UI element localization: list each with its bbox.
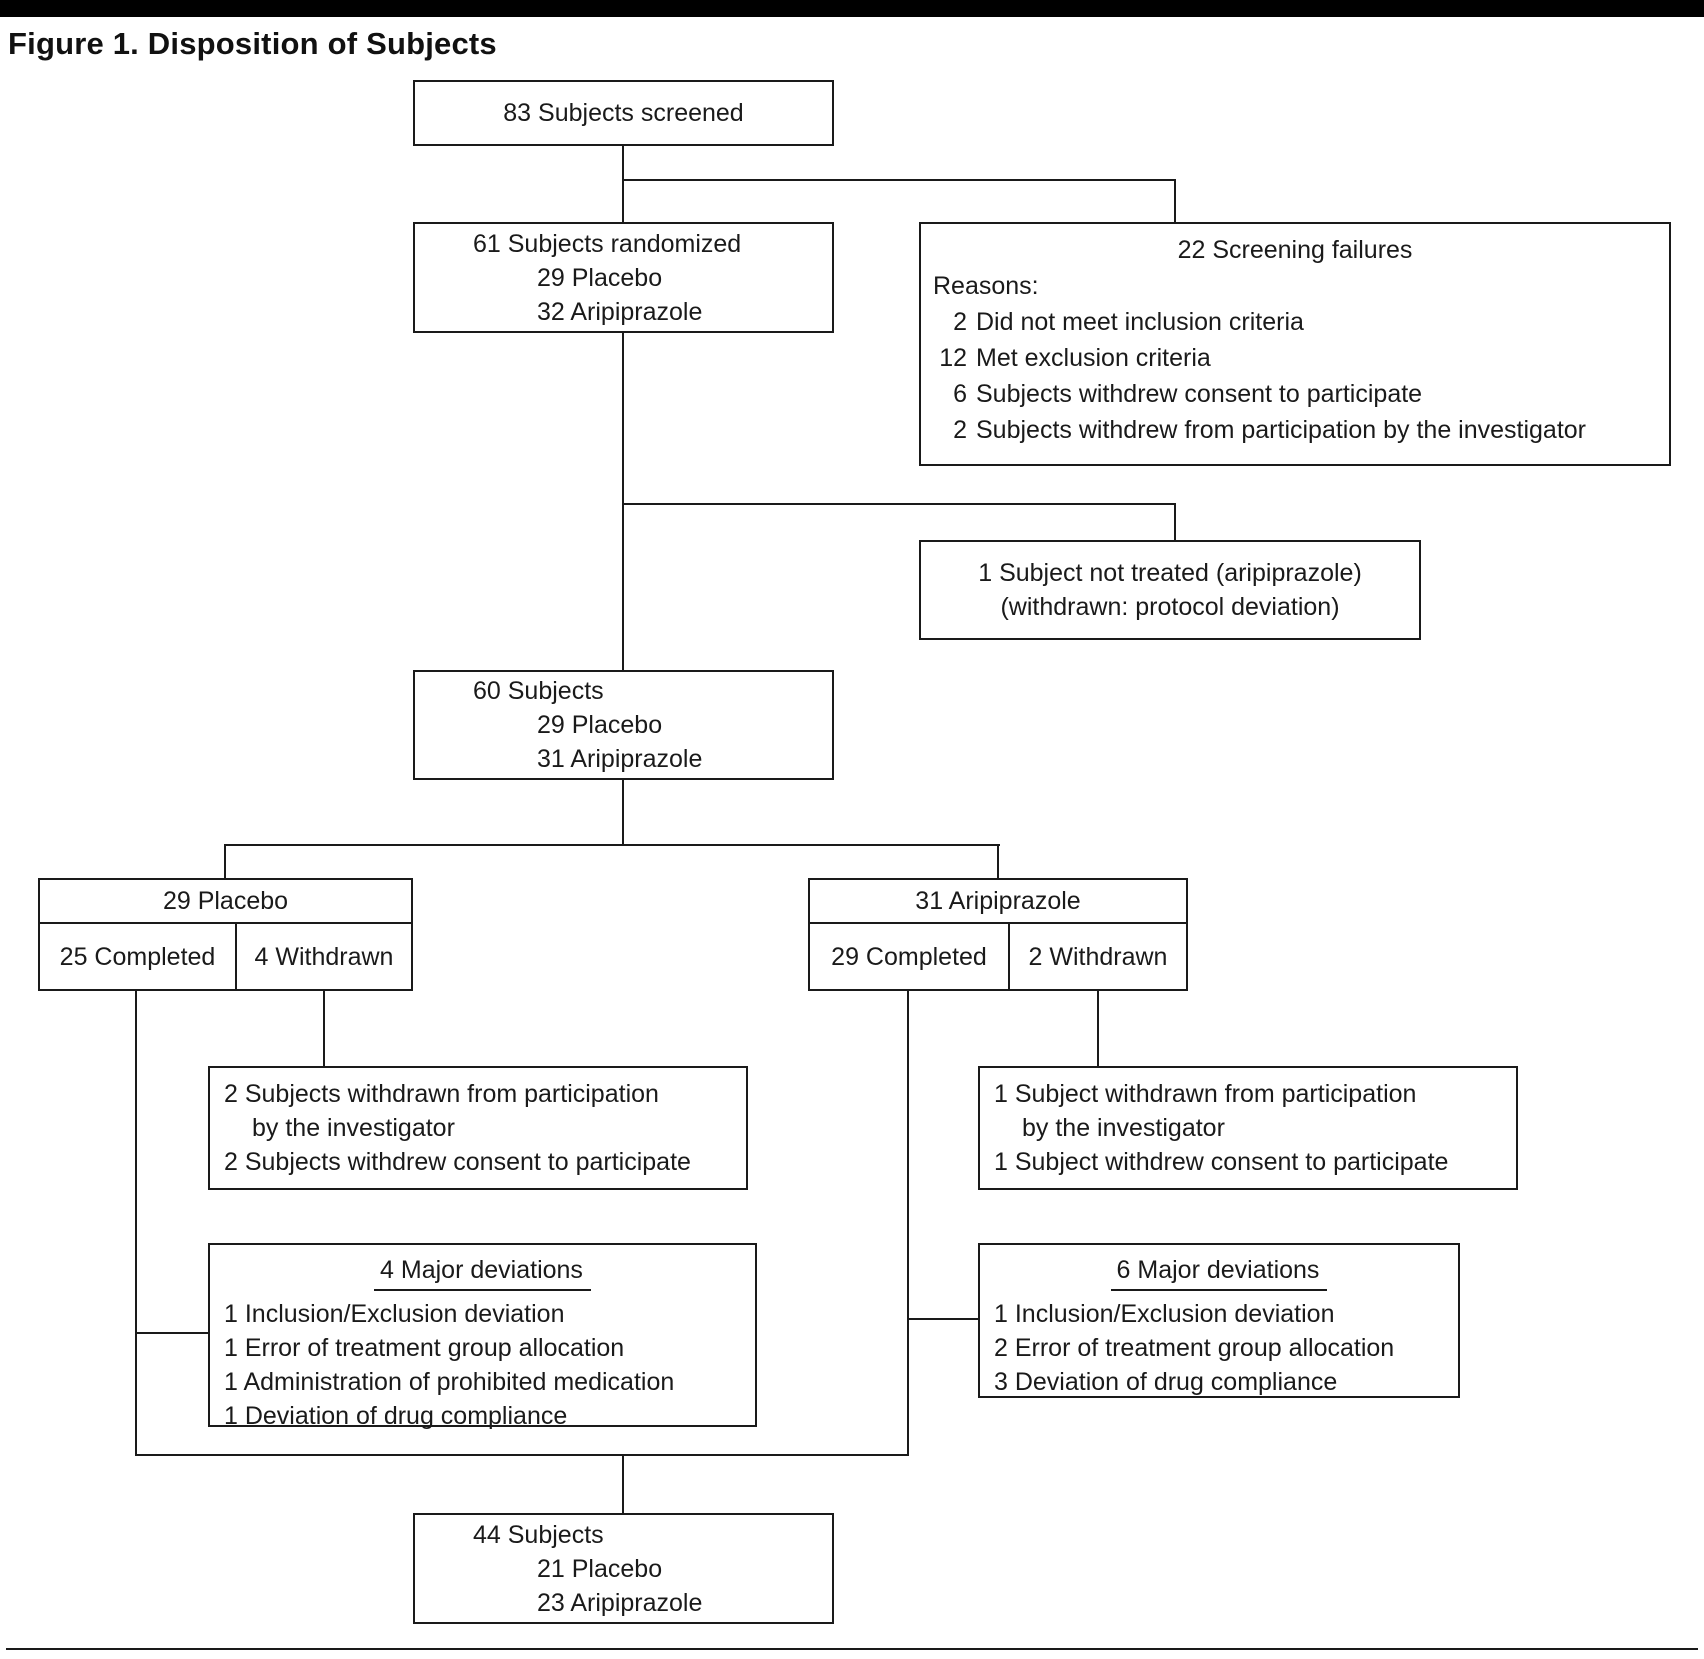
withdrawal-reason-line: 2 Subjects withdrew consent to participate	[224, 1148, 691, 1176]
figure-title: Figure 1. Disposition of Subjects	[8, 26, 497, 61]
screening-failure-reason	[921, 412, 1669, 448]
reason-count: 6	[953, 380, 967, 408]
connector-aripiprazole-withdrawn-drop	[1097, 990, 1099, 1067]
connector-not-treated-branch-h	[622, 503, 1176, 505]
placebo-completed-text: 25 Completed	[59, 942, 216, 971]
box-subjects-treated	[413, 670, 834, 780]
withdrawal-reason-line: by the investigator	[252, 1114, 455, 1142]
connector-randomized-down	[622, 332, 624, 671]
box-screening-failures	[919, 222, 1671, 466]
aripiprazole-arm-header-text: 31 Aripiprazole	[915, 887, 1081, 915]
subjects-screened-text: 83 Subjects screened	[503, 99, 744, 127]
top-rule	[0, 0, 1704, 17]
placebo-arm-row	[40, 924, 411, 989]
connector-placebo-completed-down	[135, 990, 137, 1456]
reason-text: Did not meet inclusion criteria	[976, 308, 1304, 336]
placebo-arm-header-text: 29 Placebo	[162, 887, 289, 915]
deviation-item: 1 Inclusion/Exclusion deviation	[224, 1300, 565, 1328]
box-subjects-randomized	[413, 222, 834, 333]
deviation-item: 1 Deviation of drug compliance	[224, 1402, 568, 1430]
placebo-major-deviations-title	[224, 1253, 755, 1291]
connector-screened-branch-h	[622, 179, 1176, 181]
connector-aripiprazole-deviations-tick	[907, 1318, 978, 1320]
reason-count: 2	[953, 416, 967, 444]
reason-count: 2	[953, 308, 967, 336]
box-aripiprazole-major-deviations	[978, 1243, 1460, 1398]
placebo-withdrawn-cell	[237, 924, 411, 989]
completers-placebo-text: 21 Placebo	[537, 1554, 663, 1583]
connector-aripiprazole-completed-down	[907, 990, 909, 1456]
aripiprazole-major-deviations-title-text: 6 Major deviations	[1111, 1253, 1328, 1291]
aripiprazole-completed-cell	[810, 924, 1010, 989]
connector-merge-h	[135, 1454, 909, 1456]
screening-failure-reason	[921, 304, 1669, 340]
placebo-completed-cell	[40, 924, 237, 989]
withdrawal-reason-line: 2 Subjects withdrawn from participation	[224, 1080, 659, 1108]
box-subject-not-treated	[919, 540, 1421, 640]
connector-placebo-deviations-tick	[135, 1332, 208, 1334]
placebo-major-deviations-title-text: 4 Major deviations	[374, 1253, 591, 1291]
completers-total-text: 44 Subjects	[473, 1520, 604, 1549]
deviation-item: 1 Administration of prohibited medication	[224, 1368, 675, 1396]
treated-total-text: 60 Subjects	[473, 677, 604, 705]
deviation-item: 1 Error of treatment group allocation	[224, 1334, 625, 1362]
screening-failure-reason	[921, 376, 1669, 412]
placebo-arm-header	[40, 880, 411, 924]
connector-treated-down	[622, 779, 624, 846]
screening-failures-reasons-label: Reasons:	[933, 272, 1039, 300]
randomized-placebo-text: 29 Placebo	[537, 263, 663, 292]
randomized-aripiprazole-text: 32 Aripiprazole	[537, 297, 703, 326]
deviation-item: 3 Deviation of drug compliance	[994, 1368, 1338, 1396]
randomized-total-text: 61 Subjects randomized	[473, 229, 742, 258]
connector-aripiprazole-arm-drop	[997, 844, 999, 879]
not-treated-text: 1 Subject not treated (aripiprazole)	[978, 559, 1362, 587]
connector-completers-drop	[622, 1454, 624, 1514]
connector-not-treated-drop	[1174, 503, 1176, 541]
aripiprazole-arm-table	[808, 878, 1188, 991]
withdrawal-reason-line: by the investigator	[1022, 1114, 1225, 1142]
withdrawal-reason-line: 1 Subject withdrew consent to participate	[994, 1148, 1449, 1176]
connector-screened-down	[622, 145, 624, 223]
screening-failure-reason	[921, 340, 1669, 376]
aripiprazole-arm-header	[810, 880, 1186, 924]
connector-placebo-arm-drop	[224, 844, 226, 879]
connector-screening-failures-drop	[1174, 179, 1176, 223]
box-placebo-withdrawal-reasons	[208, 1066, 748, 1190]
placebo-arm-table	[38, 878, 413, 991]
reason-count: 12	[939, 344, 967, 372]
bottom-rule	[6, 1648, 1698, 1650]
box-subjects-screened	[413, 80, 834, 146]
deviation-item: 2 Error of treatment group allocation	[994, 1334, 1395, 1362]
connector-arm-split-h	[224, 844, 1000, 846]
screening-failures-title: 22 Screening failures	[1177, 236, 1413, 264]
box-aripiprazole-withdrawal-reasons	[978, 1066, 1518, 1190]
reason-text: Met exclusion criteria	[976, 344, 1211, 372]
reason-text: Subjects withdrew consent to participate	[976, 380, 1423, 408]
deviation-item: 1 Inclusion/Exclusion deviation	[994, 1300, 1335, 1328]
aripiprazole-withdrawn-cell	[1010, 924, 1186, 989]
box-study-completers	[413, 1513, 834, 1624]
box-placebo-major-deviations	[208, 1243, 757, 1430]
withdrawal-reason-line: 1 Subject withdrawn from participation	[994, 1080, 1417, 1108]
not-treated-reason-text: (withdrawn: protocol deviation)	[1000, 593, 1340, 621]
completers-aripiprazole-text: 23 Aripiprazole	[537, 1588, 703, 1617]
aripiprazole-arm-row	[810, 924, 1186, 989]
treated-aripiprazole-text: 31 Aripiprazole	[537, 745, 703, 773]
reason-text: Subjects withdrew from participation by the investigator	[976, 416, 1587, 444]
aripiprazole-completed-text: 29 Completed	[831, 942, 987, 971]
aripiprazole-major-deviations-title	[994, 1253, 1458, 1291]
treated-placebo-text: 29 Placebo	[537, 711, 663, 739]
placebo-withdrawn-text: 4 Withdrawn	[254, 942, 394, 971]
aripiprazole-withdrawn-text: 2 Withdrawn	[1028, 942, 1168, 971]
connector-placebo-withdrawn-drop	[323, 990, 325, 1067]
